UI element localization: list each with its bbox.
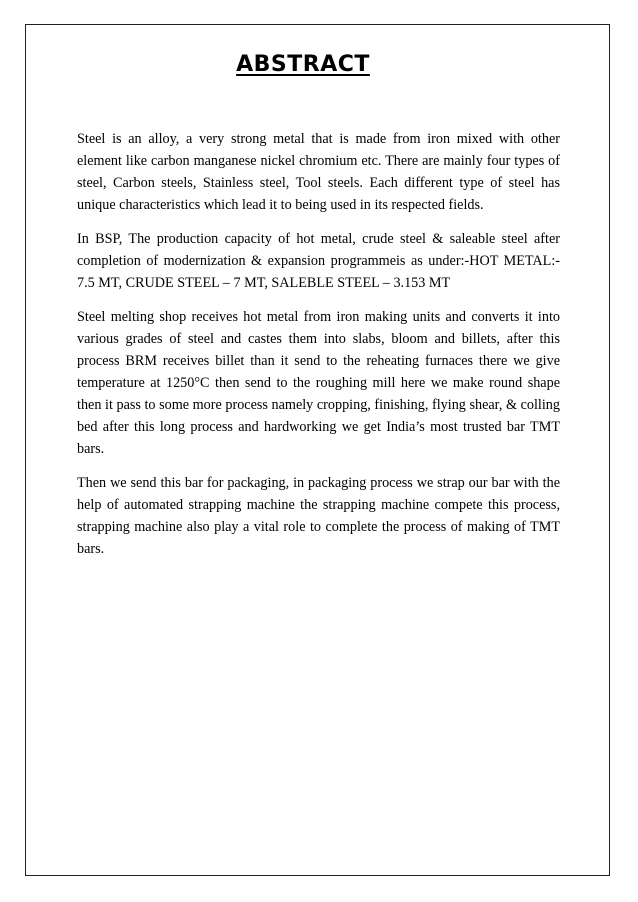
paragraph-packaging: Then we send this bar for packaging, in packaging process we strap our bar with the help of automated strapping machine the strapping machine compete this process, strapping machine also play a vital role to complete the process of making of TMT bars.: [77, 475, 560, 557]
paragraph-bsp-capacity: In BSP, The production capacity of hot metal, crude steel & saleable steel after completion of modernization & expansion programmeis as under:-HOT METAL:- 7.5 MT, CRUDE STEEL – 7 MT, SALEBLE STEEL – 3.153 MT: [77, 231, 560, 291]
paragraph-steel-alloy: Steel is an alloy, a very strong metal that is made from iron mixed with other element like carbon manganese nickel chromium etc. There are mainly four types of steel, Carbon steels, Stainless steel, Tool steels. Each different type of steel has unique characteristics which lead it to being used in its respected fields.: [77, 131, 560, 213]
abstract-body: [77, 128, 560, 572]
paragraph-steel-melting: Steel melting shop receives hot metal from iron making units and converts it into various grades of steel and castes them into slabs, bloom and billets, after this process BRM receives billet than it send to the reheating furnaces there we give temperature at 1250°C then send to the roughing mill here we make round shape then it pass to some more process namely cropping, finishing, flying shear, & colling bed after this long process and hardworking we get India’s most trusted bar TMT bars.: [77, 309, 560, 457]
page-title: ABSTRACT: [236, 52, 370, 77]
